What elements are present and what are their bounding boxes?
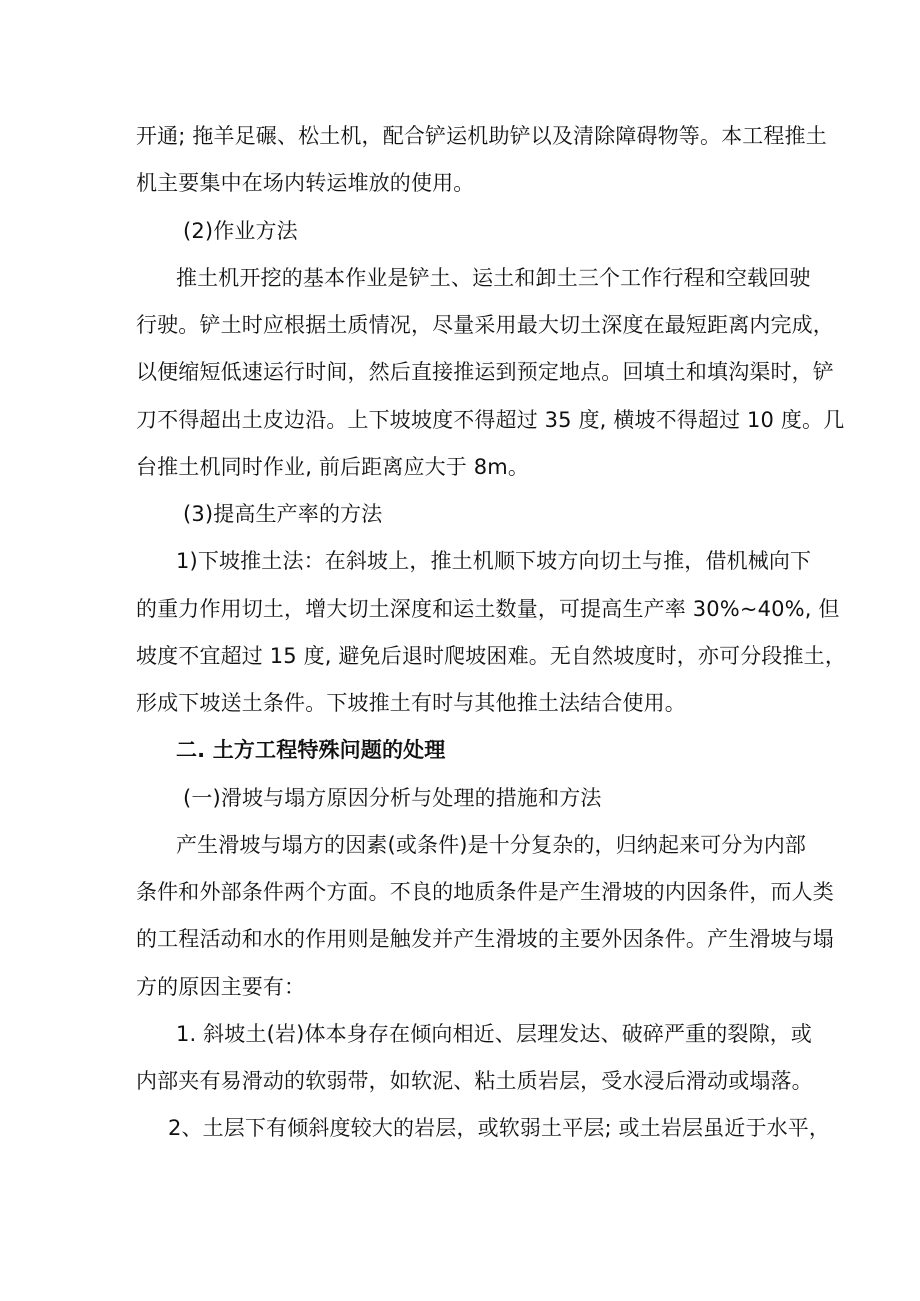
paragraph-line: 开通; 拖羊足碾、松土机，配合铲运机助铲以及清除障碍物等。本工程推土 <box>136 124 827 148</box>
paragraph-line: 推土机开挖的基本作业是铲土、运土和卸土三个工作行程和空载回驶 <box>176 266 811 290</box>
paragraph-line: 1)下坡推土法：在斜坡上，推土机顺下坡方向切土与推，借机械向下 <box>176 549 812 573</box>
paragraph-line: 条件和外部条件两个方面。不良的地质条件是产生滑坡的内因条件，而人类 <box>136 880 834 904</box>
paragraph-line: 产生滑坡与塌方的因素(或条件)是十分复杂的，归纳起来可分为内部 <box>176 833 807 857</box>
paragraph-line: 机主要集中在场内转运堆放的使用。 <box>136 171 475 195</box>
section-heading: (一)滑坡与塌方原因分析与处理的措施和方法 <box>183 786 602 810</box>
paragraph-line: 的重力作用切土，增大切土深度和运土数量，可提高生产率 30%~40%, 但 <box>136 597 840 621</box>
paragraph-line: 方的原因主要有： <box>136 975 306 999</box>
chapter-heading: 二. 土方工程特殊问题的处理 <box>176 738 446 762</box>
paragraph-line: 台推土机同时作业, 前后距离应大于 8m。 <box>136 455 529 479</box>
paragraph-line: 坡度不宜超过 15 度, 避免后退时爬坡困难。无自然坡度时，亦可分段推土， <box>136 644 846 668</box>
list-item-line: 1. 斜坡土(岩)体本身存在倾向相近、层理发达、破碎严重的裂隙，或 <box>176 1022 813 1046</box>
paragraph-line: 的工程活动和水的作用则是触发并产生滑坡的主要外因条件。产生滑坡与塌 <box>136 927 834 951</box>
list-item-line: 2、土层下有倾斜度较大的岩层，或软弱土平层; 或土岩层虽近于水平， <box>168 1116 831 1140</box>
section-heading: (3)提高生产率的方法 <box>183 502 383 526</box>
paragraph-line: 以便缩短低速运行时间，然后直接推运到预定地点。回填土和填沟渠时，铲 <box>136 360 834 384</box>
paragraph-line: 行驶。铲土时应根据土质情况，尽量采用最大切土深度在最短距离内完成， <box>136 313 834 337</box>
list-item-line: 内部夹有易滑动的软弱带，如软泥、粘土质岩层，受水浸后滑动或塌落。 <box>136 1069 813 1093</box>
paragraph-line: 形成下坡送土条件。下坡推土有时与其他推土法结合使用。 <box>136 691 686 715</box>
paragraph-line: 刀不得超出土皮边沿。上下坡坡度不得超过 35 度, 横坡不得超过 10 度。几 <box>136 408 845 432</box>
section-heading: (2)作业方法 <box>183 219 298 243</box>
